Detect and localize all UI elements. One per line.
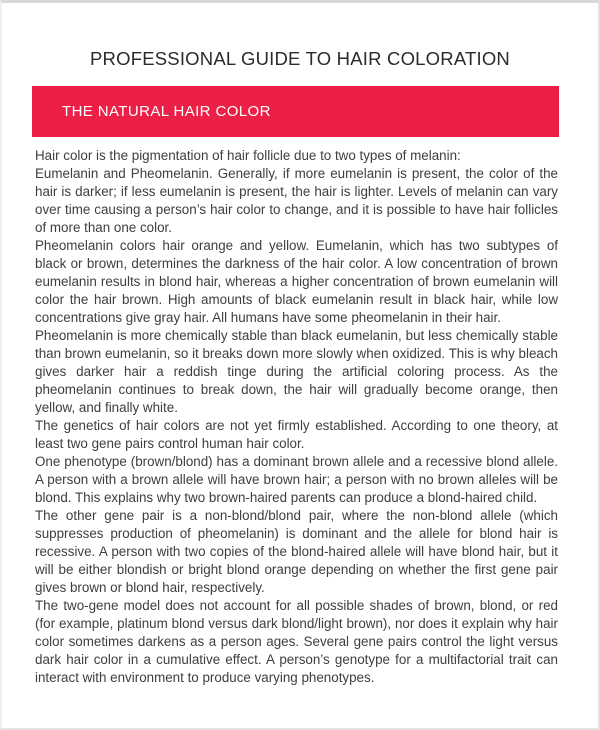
paragraph: The genetics of hair colors are not yet firmly established. According to one theory, at least two gene pairs control human hair color.	[35, 418, 558, 451]
section-banner-label: THE NATURAL HAIR COLOR	[62, 103, 271, 120]
paragraph: Pheomelanin is more chemically stable than black eumelanin, but less chemically stable than brown eumelanin, so it breaks down more slowly when oxidized. This is why bleach gives darker hair a reddish tinge during the artificial coloring process. As the pheomelanin continues to break down, the hair will gradually become orange, then yellow, and finally white.	[35, 328, 558, 415]
paragraph: One phenotype (brown/blond) has a dominant brown allele and a recessive blond allele. A person with a brown allele will have brown hair; a person with no brown alleles will be blond. This explains why two brown-haired parents can produce a blond-haired child.	[35, 454, 558, 505]
paragraph: The other gene pair is a non-blond/blond pair, where the non-blond allele (which suppresses production of pheomelanin) is dominant and the allele for blond hair is recessive. A person with two copies of the blond-haired allele will have blond hair, but it will be either blondish or bright blond orange depending on whether the first gene pair gives brown or blond hair, respectively.	[35, 508, 558, 595]
document-body	[35, 147, 558, 687]
section-banner	[32, 86, 559, 137]
paragraph: The two-gene model does not account for all possible shades of brown, blond, or red (for example, platinum blond versus dark blond/light brown), nor does it explain why hair color sometimes darkens as a person ages. Several gene pairs control the light versus dark hair color in a cumulative effect. A person’s genotype for a multifactorial trait can interact with environment to produce varying phenotypes.	[35, 598, 558, 685]
paragraph: Hair color is the pigmentation of hair follicle due to two types of melanin:	[35, 148, 461, 163]
paragraph: Eumelanin and Pheomelanin. Generally, if more eumelanin is present, the color of the hair is darker; if less eumelanin is present, the hair is lighter. Levels of melanin can vary over time causing a person’s hair color to change, and it is possible to have hair follicles of more than one color.	[35, 166, 558, 235]
paragraph: Pheomelanin colors hair orange and yellow. Eumelanin, which has two subtypes of black or brown, determines the darkness of the hair color. A low concentration of brown eumelanin results in blond hair, whereas a higher concentration of brown eumelanin will color the hair brown. High amounts of black eumelanin result in black hair, while low concentrations give gray hair. All humans have some pheomelanin in their hair.	[35, 238, 558, 325]
document-title: PROFESSIONAL GUIDE TO HAIR COLORATION	[90, 48, 510, 69]
